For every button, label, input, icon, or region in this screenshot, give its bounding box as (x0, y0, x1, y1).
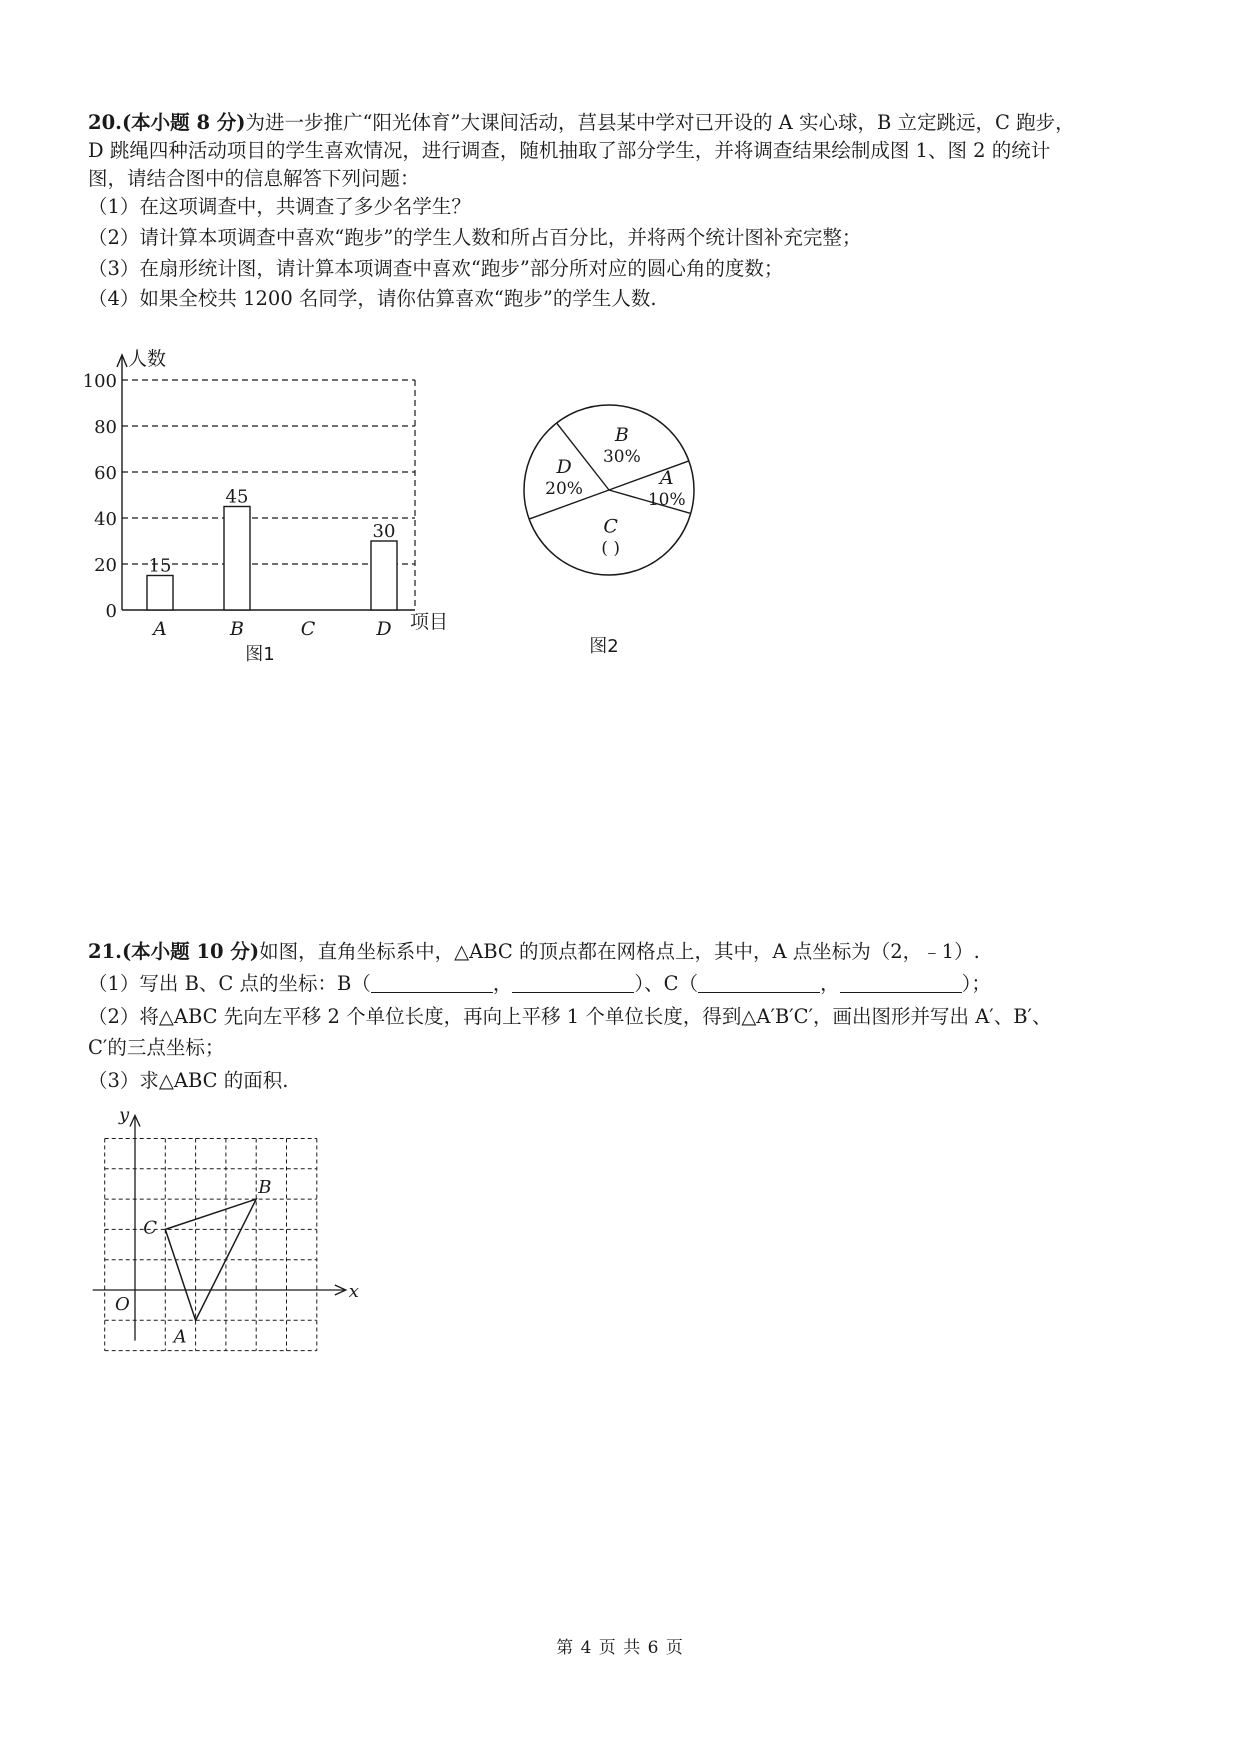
bar-D (371, 541, 397, 610)
q21-score: (本小题 10 分) (121, 940, 260, 963)
figure-2-caption: 图2 (589, 636, 619, 657)
q21-stem: 如图，直角坐标系中，△ABC 的顶点都在网格点上，其中，A 点坐标为（2，﹣1）. (259, 940, 980, 963)
coordinate-grid-figure (80, 1100, 400, 1400)
x-category-label-A: A (153, 618, 167, 640)
y-tick-label-100: 100 (82, 371, 117, 392)
q21-sub-question-3: （3）求△ABC 的面积. (88, 1069, 289, 1092)
y-tick-label-40: 40 (94, 509, 117, 530)
q21-sub1-comma-2: ， (820, 972, 840, 995)
x-axis-label: 项目 (410, 611, 449, 633)
y-axis-label: y (119, 1104, 130, 1126)
pie-slice-label-C: C (603, 515, 618, 538)
q21-sub1-end: ）； (961, 972, 991, 995)
pie-slice-percent-D: 20% (545, 479, 583, 500)
vertex-label-A: A (173, 1326, 187, 1348)
page-footer: 第 4 页 共 6 页 (556, 1638, 684, 1658)
pie-slice-label-B: B (614, 424, 629, 447)
bar-value-label-D: 30 (372, 521, 396, 542)
bar-B (224, 507, 250, 611)
q21-sub-question-1 (88, 970, 1168, 998)
pie-slice-label-D: D (556, 456, 572, 479)
x-axis-label: x (348, 1281, 359, 1302)
q21-sub1-mid: ）、C（ (634, 972, 699, 995)
q21-stem-line (88, 938, 1168, 966)
q20-number: 20. (88, 111, 122, 134)
pie-slice-percent-B: 30% (602, 447, 641, 468)
x-category-label-D: D (376, 618, 392, 640)
q21-sub-question-2-line-1: （2）将△ABC 先向左平移 2 个单位长度，再向上平移 1 个单位长度，得到△A′B′C′，画出图形并写出 A′、B′、 (88, 1005, 1052, 1028)
bar-A (147, 576, 173, 611)
pie-slice-label-A: A (659, 466, 674, 489)
answer-blank-b-x[interactable] (371, 974, 493, 993)
vertex-label-C: C (143, 1217, 158, 1239)
answer-blank-b-y[interactable] (512, 974, 634, 993)
bar-chart-figure-1 (70, 345, 470, 675)
q20-sub-question-3: （3）在扇形统计图，请计算本项调查中喜欢“跑步”部分所对应的圆心角的度数； (88, 257, 784, 280)
origin-label: O (115, 1294, 130, 1315)
y-axis-label: 人数 (128, 348, 167, 370)
answer-blank-c-x[interactable] (698, 974, 820, 993)
x-category-label-C: C (300, 618, 316, 640)
answer-blank-c-y[interactable] (840, 974, 962, 993)
x-category-label-B: B (230, 618, 244, 640)
q20-stem-line-1 (88, 109, 1168, 137)
q20-sub-question-4: （4）如果全校共 1200 名同学，请你估算喜欢“跑步”的学生人数. (88, 287, 657, 310)
q21-sub-question-2-line-2: C′的三点坐标； (88, 1036, 225, 1059)
y-tick-label-20: 20 (94, 555, 117, 576)
pie-slice-percent-C: ( ) (601, 538, 620, 559)
y-tick-label-80: 80 (94, 417, 117, 438)
q20-sub-question-2: （2）请计算本项调查中喜欢“跑步”的学生人数和所占百分比，并将两个统计图补充完整； (88, 226, 862, 249)
y-tick-label-60: 60 (94, 463, 117, 484)
bar-value-label-B: 45 (225, 486, 249, 508)
y-tick-label-0: 0 (105, 601, 117, 622)
q20-stem-1: 为进一步推广“阳光体育”大课间活动，莒县某中学对已开设的 A 实心球，B 立定跳远，C 跑步， (245, 111, 1075, 134)
vertex-label-B: B (258, 1177, 272, 1199)
q20-stem-line-3: 图，请结合图中的信息解答下列问题： (88, 167, 420, 190)
figure-1-caption: 图1 (245, 644, 275, 665)
q21-sub1-prefix: （1）写出 B、C 点的坐标：B（ (88, 972, 371, 995)
bar-value-label-A: 15 (148, 555, 172, 577)
pie-chart-figure-2 (510, 395, 710, 655)
q21-sub1-comma-1: ， (492, 972, 513, 995)
q20-stem-line-2: D 跳绳四种活动项目的学生喜欢情况，进行调查，随机抽取了部分学生，并将调查结果绘制成图 1、图 2 的统计 (88, 139, 1051, 162)
q21-number: 21. (88, 940, 122, 963)
q20-sub-question-1: （1）在这项调查中，共调查了多少名学生？ (88, 195, 471, 218)
pie-slice-percent-A: 10% (647, 489, 686, 510)
q20-score: (本小题 8 分) (121, 111, 246, 134)
